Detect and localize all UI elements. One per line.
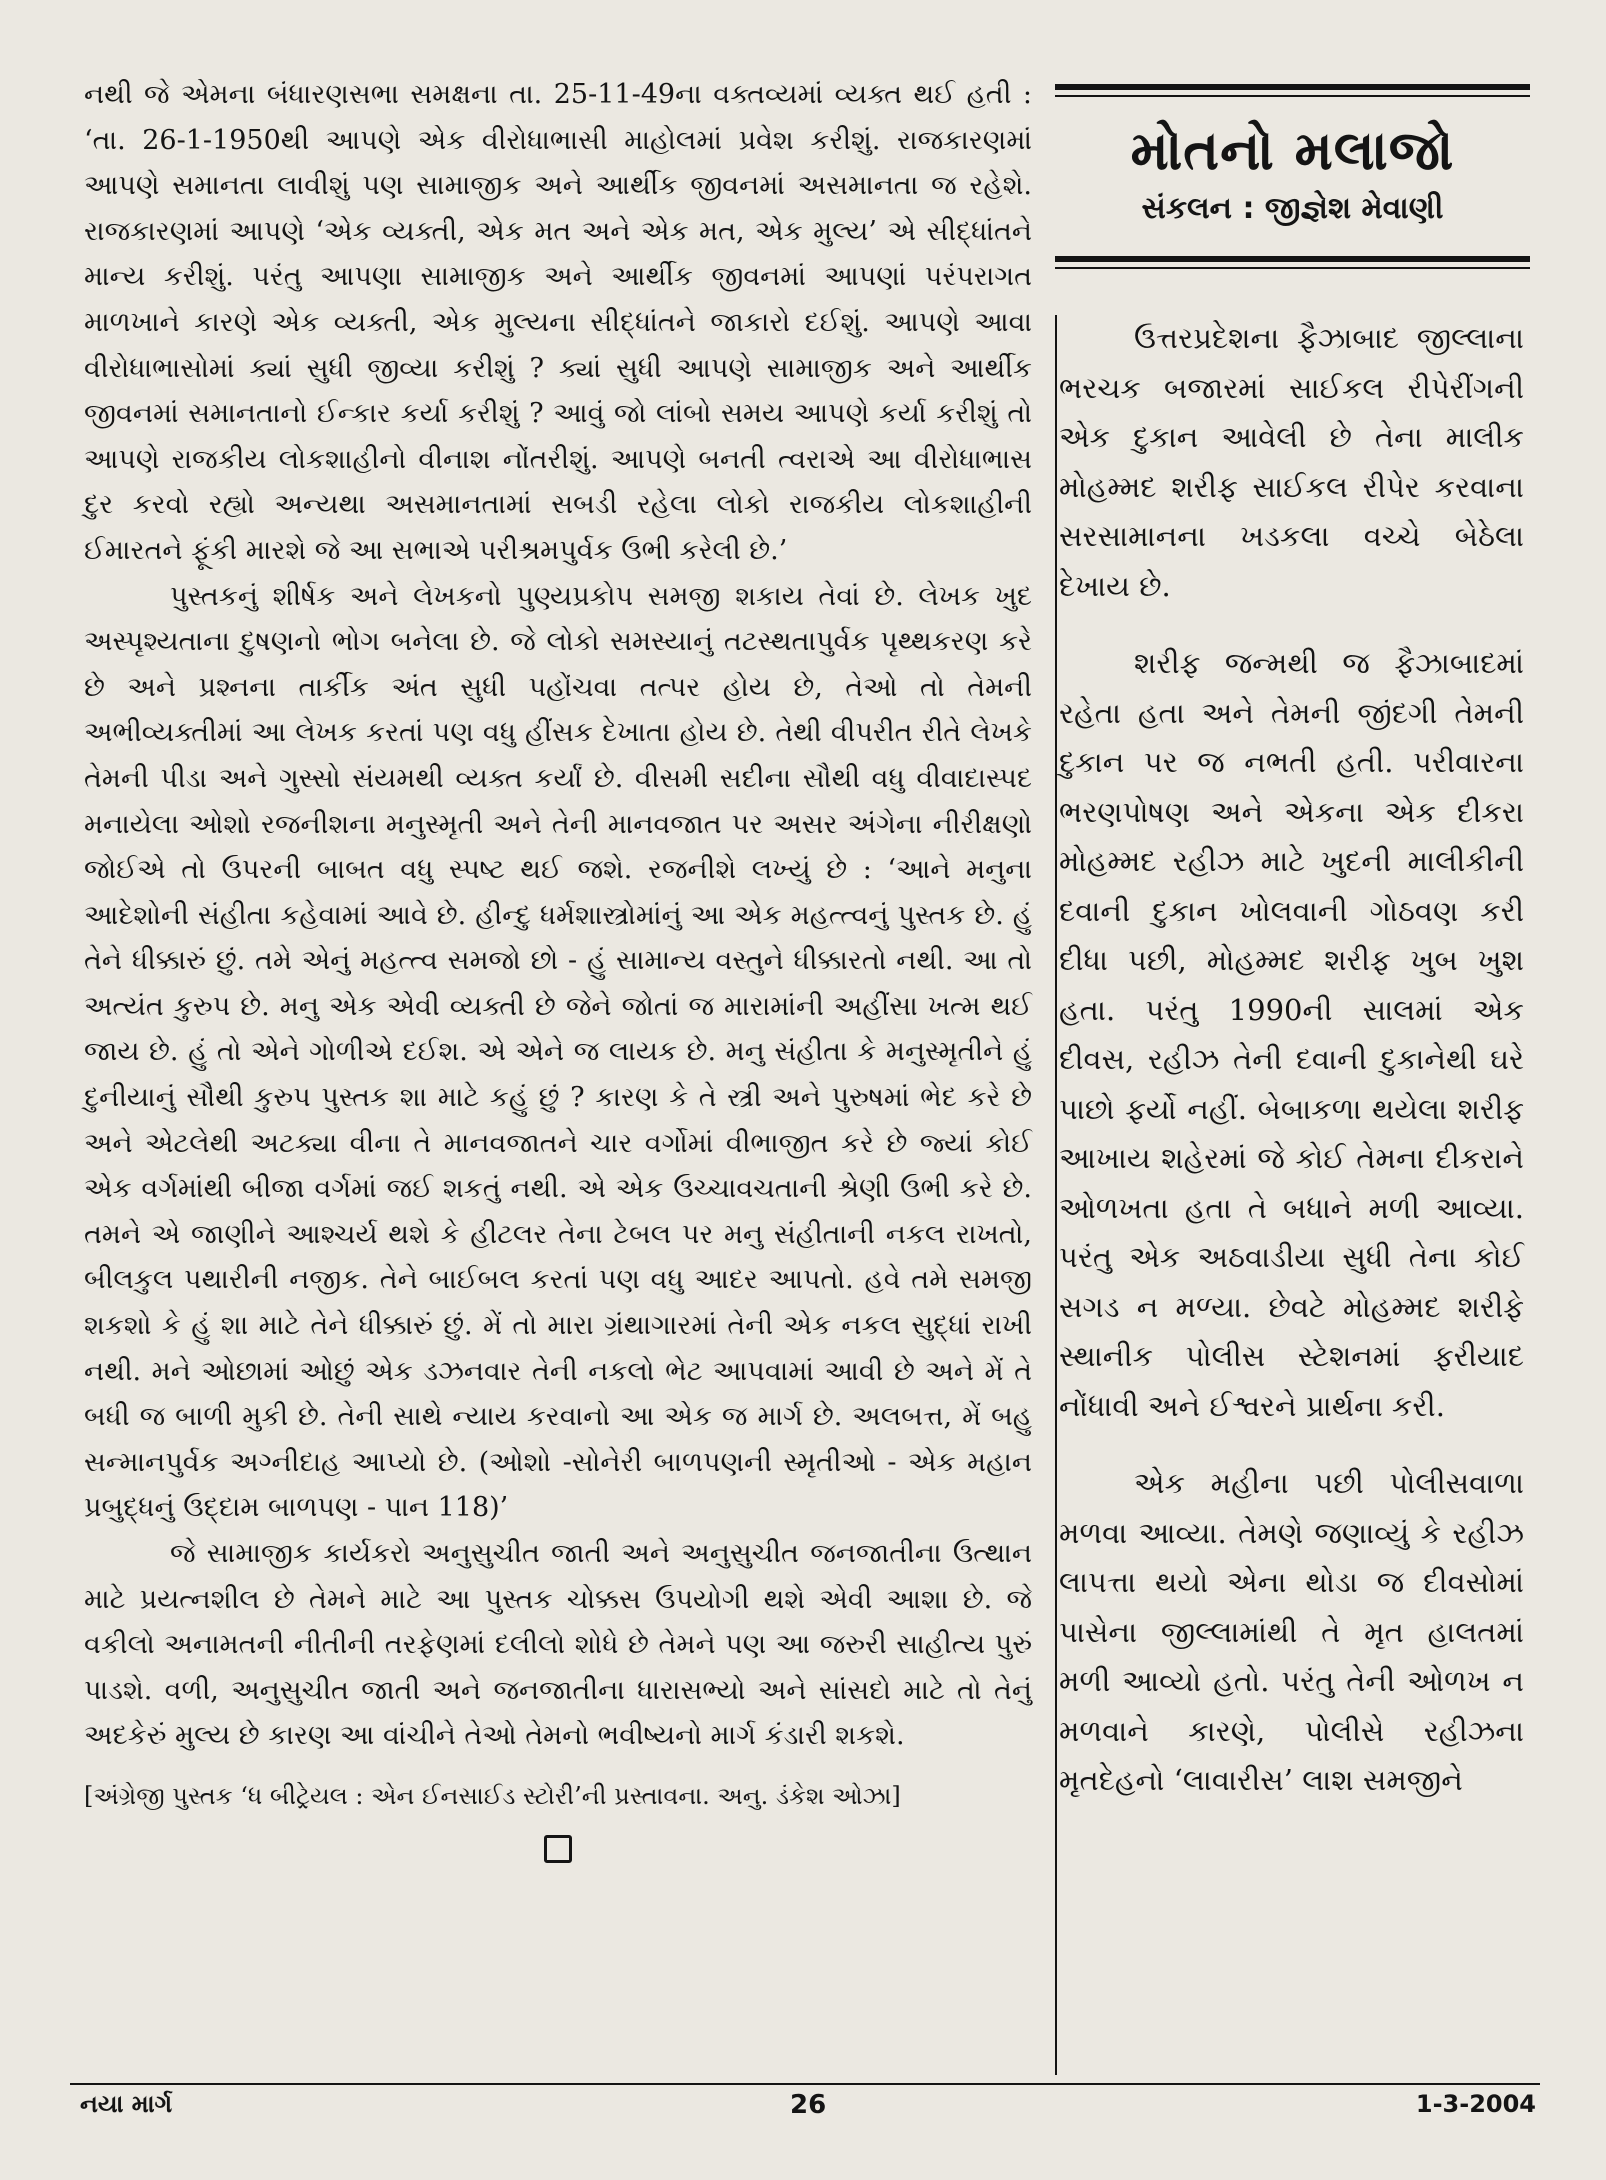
top-rule-thin [1055,95,1530,97]
footer-date: 1-3-2004 [1415,2090,1536,2118]
footer-rule [70,2083,1540,2085]
side-column-body [1055,314,1532,2154]
column-byline: સંકલન : જીજ્ઞેશ મેવાણી [1141,191,1444,226]
byline-rule-thin [1055,267,1530,269]
byline-rule [1055,256,1530,262]
side-paragraph: શરીફ જન્મથી જ ફૈઝાબાદમાં રહેતા હતા અને તેમની જીંદગી તેમની દુકાન પર જ નભતી હતી. પરીવારના ભરણપોષણ અને એકના એક દીકરા મોહમ્મદ રહીઝ માટે ખુદની માલીકીની દવાની દુકાન ખોલવાની ગોઠવણ કરી દીધા પછી, મોહમ્મદ શરીફ ખુબ ખુશ હતા. પરંતુ 1990ની સાલમાં એક દીવસ, રહીઝ તેની દવાની દુકાનેથી ઘરે પાછો ફર્યો નહીં. બેબાકળા થયેલા શરીફ આખાય શહેરમાં જે કોઈ તેમના દીકરાને ઓળખતા હતા તે બધાને મળી આવ્યા. પરંતુ એક અઠવાડીયા સુધી તેના કોઈ સગડ ન મળ્યા. છેવટે મોહમ્મદ શરીફે સ્થાનીક પોલીસ સ્ટેશનમાં ફરીયાદ નોંધાવી અને ઈશ્વરને પ્રાર્થના કરી. [1059,646,1524,1423]
main-article-column [84,72,1032,1863]
footer-page-number: 26 [790,2090,827,2120]
column-divider [1055,315,1057,2075]
article-paragraph: પુસ્તકનું શીર્ષક અને લેખકનો પુણ્યપ્રકોપ સમજી શકાય તેવાં છે. લેખક ખુદ અસ્પૃશ્યતાના દુષણનો ભોગ બનેલા છે. જે લોકો સમસ્યાનું તટસ્થતાપુર્વક પૃથ્થકરણ કરે છે અને પ્રશ્નના તાર્કીક અંત સુધી પહોંચવા તત્પર હોય છે, તેઓ તો તેમની અભીવ્યક્તીમાં આ લેખક કરતાં પણ વધુ હીંસક દેખાતા હોય છે. તેથી વીપરીત રીતે લેખકે તેમની પીડા અને ગુસ્સો સંયમથી વ્યક્ત કર્યાં છે. વીસમી સદીના સૌથી વધુ વીવાદાસ્પદ મનાયેલા ઓશો રજનીશના મનુસ્મૃતી અને તેની માનવજાત પર અસર અંગેના નીરીક્ષણો જોઈએ તો ઉપરની બાબત વધુ સ્પષ્ટ થઈ જશે. રજનીશે લખ્યું છે : ‘આને મનુના આદેશોની સંહીતા કહેવામાં આવે છે. હીન્દુ ધર્મશાસ્ત્રોમાંનું આ એક મહત્ત્વનું પુસ્તક છે. હું તેને ધીક્કારું છું. તમે એનું મહત્ત્વ સમજો છો - હું સામાન્ય વસ્તુને ધીક્કારતો નથી. આ તો અત્યંત કુરુપ છે. મનુ એક એવી વ્યક્તી છે જેને જોતાં જ મારામાંની અહીંસા ખત્મ થઈ જાય છે. હું તો એને ગોળીએ દઈશ. એ એને જ લાયક છે. મનુ સંહીતા કે મનુસ્મૃતીને હું દુનીયાનું સૌથી કુરુપ પુસ્તક શા માટે કહું છું ? કારણ કે તે સ્ત્રી અને પુરુષમાં ભેદ કરે છે અને એટલેથી અટક્યા વીના તે માનવજાતને ચાર વર્ગોમાં વીભાજીત કરે છે જ્યાં કોઈ એક વર્ગમાંથી બીજા વર્ગમાં જઈ શકતું નથી. એ એક ઉચ્ચાવચતાની શ્રેણી ઉભી કરે છે. તમને એ જાણીને આશ્ચર્ય થશે કે હીટલર તેના ટેબલ પર મનુ સંહીતાની નકલ રાખતો, બીલકુલ પથારીની નજીક. તેને બાઈબલ કરતાં પણ વધુ આદર આપતો. હવે તમે સમજી શકશો કે હું શા માટે તેને ધીક્કારું છું. મેં તો મારા ગ્રંથાગારમાં તેની એક નકલ સુદ્ધાં રાખી નથી. મને ઓછામાં ઓછું એક ડઝનવાર તેની નકલો ભેટ આપવામાં આવી છે અને મેં તે બધી જ બાળી મુકી છે. તેની સાથે ન્યાય કરવાનો આ એક જ માર્ગ છે. અલબત્ત, મેં બહુ સન્માનપુર્વક અગ્નીદાહ આપ્યો છે. (ઓશો -સોનેરી બાળપણની સ્મૃતીઓ - એક મહાન પ્રબુદ્ધનું ઉદ્દામ બાળપણ - પાન 118)’ [84,580,1032,1524]
footer-magazine-name: નયા માર્ગ [80,2090,173,2118]
side-paragraph: ઉત્તરપ્રદેશના ફૈઝાબાદ જીલ્લાના ભરચક બજારમાં સાઈકલ રીપેરીંગની એક દુકાન આવેલી છે તેના માલીક મોહમ્મદ શરીફ સાઈકલ રીપેર કરવાના સરસામાનના ખડકલા વચ્ચે બેઠેલા દેખાય છે. [1059,321,1524,603]
column-title: મોતનો મલાજો [1130,119,1455,182]
side-column [1055,84,1530,1797]
side-paragraph: એક મહીના પછી પોલીસવાળા મળવા આવ્યા. તેમણે જણાવ્યું કે રહીઝ લાપત્તા થયો એના થોડા જ દીવસોમાં પાસેના જીલ્લામાંથી તે મૃત હાલતમાં મળી આવ્યો હતો. પરંતુ તેની ઓળખ ન મળવાને કારણે, પોલીસે રહીઝના મૃતદેહનો ‘લાવારીસ’ લાશ સમજીને [1059,1466,1524,1797]
article-paragraph: નથી જે એમના બંધારણસભા સમક્ષના તા. 25-11-49ના વક્તવ્યમાં વ્યક્ત થઈ હતી : ‘તા. 26-1-1950થી આપણે એક વીરોધાભાસી માહોલમાં પ્રવેશ કરીશું. રાજકારણમાં આપણે સમાનતા લાવીશું પણ સામાજીક અને આર્થીક જીવનમાં અસમાનતા જ રહેશે. રાજકારણમાં આપણે ‘એક વ્યક્તી, એક મત અને એક મત, એક મુલ્ય’ એ સીદ્ધાંતને માન્ય કરીશું. પરંતુ આપણા સામાજીક અને આર્થીક જીવનમાં આપણાં પરંપરાગત માળખાને કારણે એક વ્યક્તી, એક મુલ્યના સીદ્ધાંતને જાકારો દઈશું. આપણે આવા વીરોધાભાસોમાં ક્યાં સુધી જીવ્યા કરીશું ? ક્યાં સુધી આપણે સામાજીક અને આર્થીક જીવનમાં સમાનતાનો ઈન્કાર કર્યા કરીશું ? આવું જો લાંબો સમય આપણે કર્યા કરીશું તો આપણે રાજકીય લોકશાહીનો વીનાશ નોંતરીશું. આપણે બનતી ત્વરાએ આ વીરોધાભાસ દુર કરવો રહ્યો અન્યથા અસમાનતામાં સબડી રહેલા લોકો રાજકીય લોકશાહીની ઈમારતને ફૂંકી મારશે જે આ સભાએ પરીશ્રમપુર્વક ઉભી કરેલી છે.’ [84,79,1032,566]
end-of-article-square-icon [544,1835,572,1863]
source-note: [અંગ્રેજી પુસ્તક ‘ધ બીટ્રેયલ : એન ઈનસાઈડ સ્ટોરી’ની પ્રસ્તાવના. અનુ. ડંકેશ ઓઝા] [84,1781,901,1810]
article-paragraph: જે સામાજીક કાર્યકરો અનુસુચીત જાતી અને અનુસુચીત જનજાતીના ઉત્થાન માટે પ્રયત્નશીલ છે તેમને માટે આ પુસ્તક ચોક્કસ ઉપયોગી થશે એવી આશા છે. જે વકીલો અનામતની નીતીની તરફેણમાં દલીલો શોધે છે તેમને પણ આ જરુરી સાહીત્ય પુરું પાડશે. વળી, અનુસુચીત જાતી અને જનજાતીના ધારાસભ્યો અને સાંસદો માટે તો તેનું અદકેરું મુલ્ય છે કારણ આ વાંચીને તેઓ તેમનો ભવીષ્યનો માર્ગ કંડારી શકશે. [84,1538,1032,1752]
top-rule [1055,84,1530,90]
